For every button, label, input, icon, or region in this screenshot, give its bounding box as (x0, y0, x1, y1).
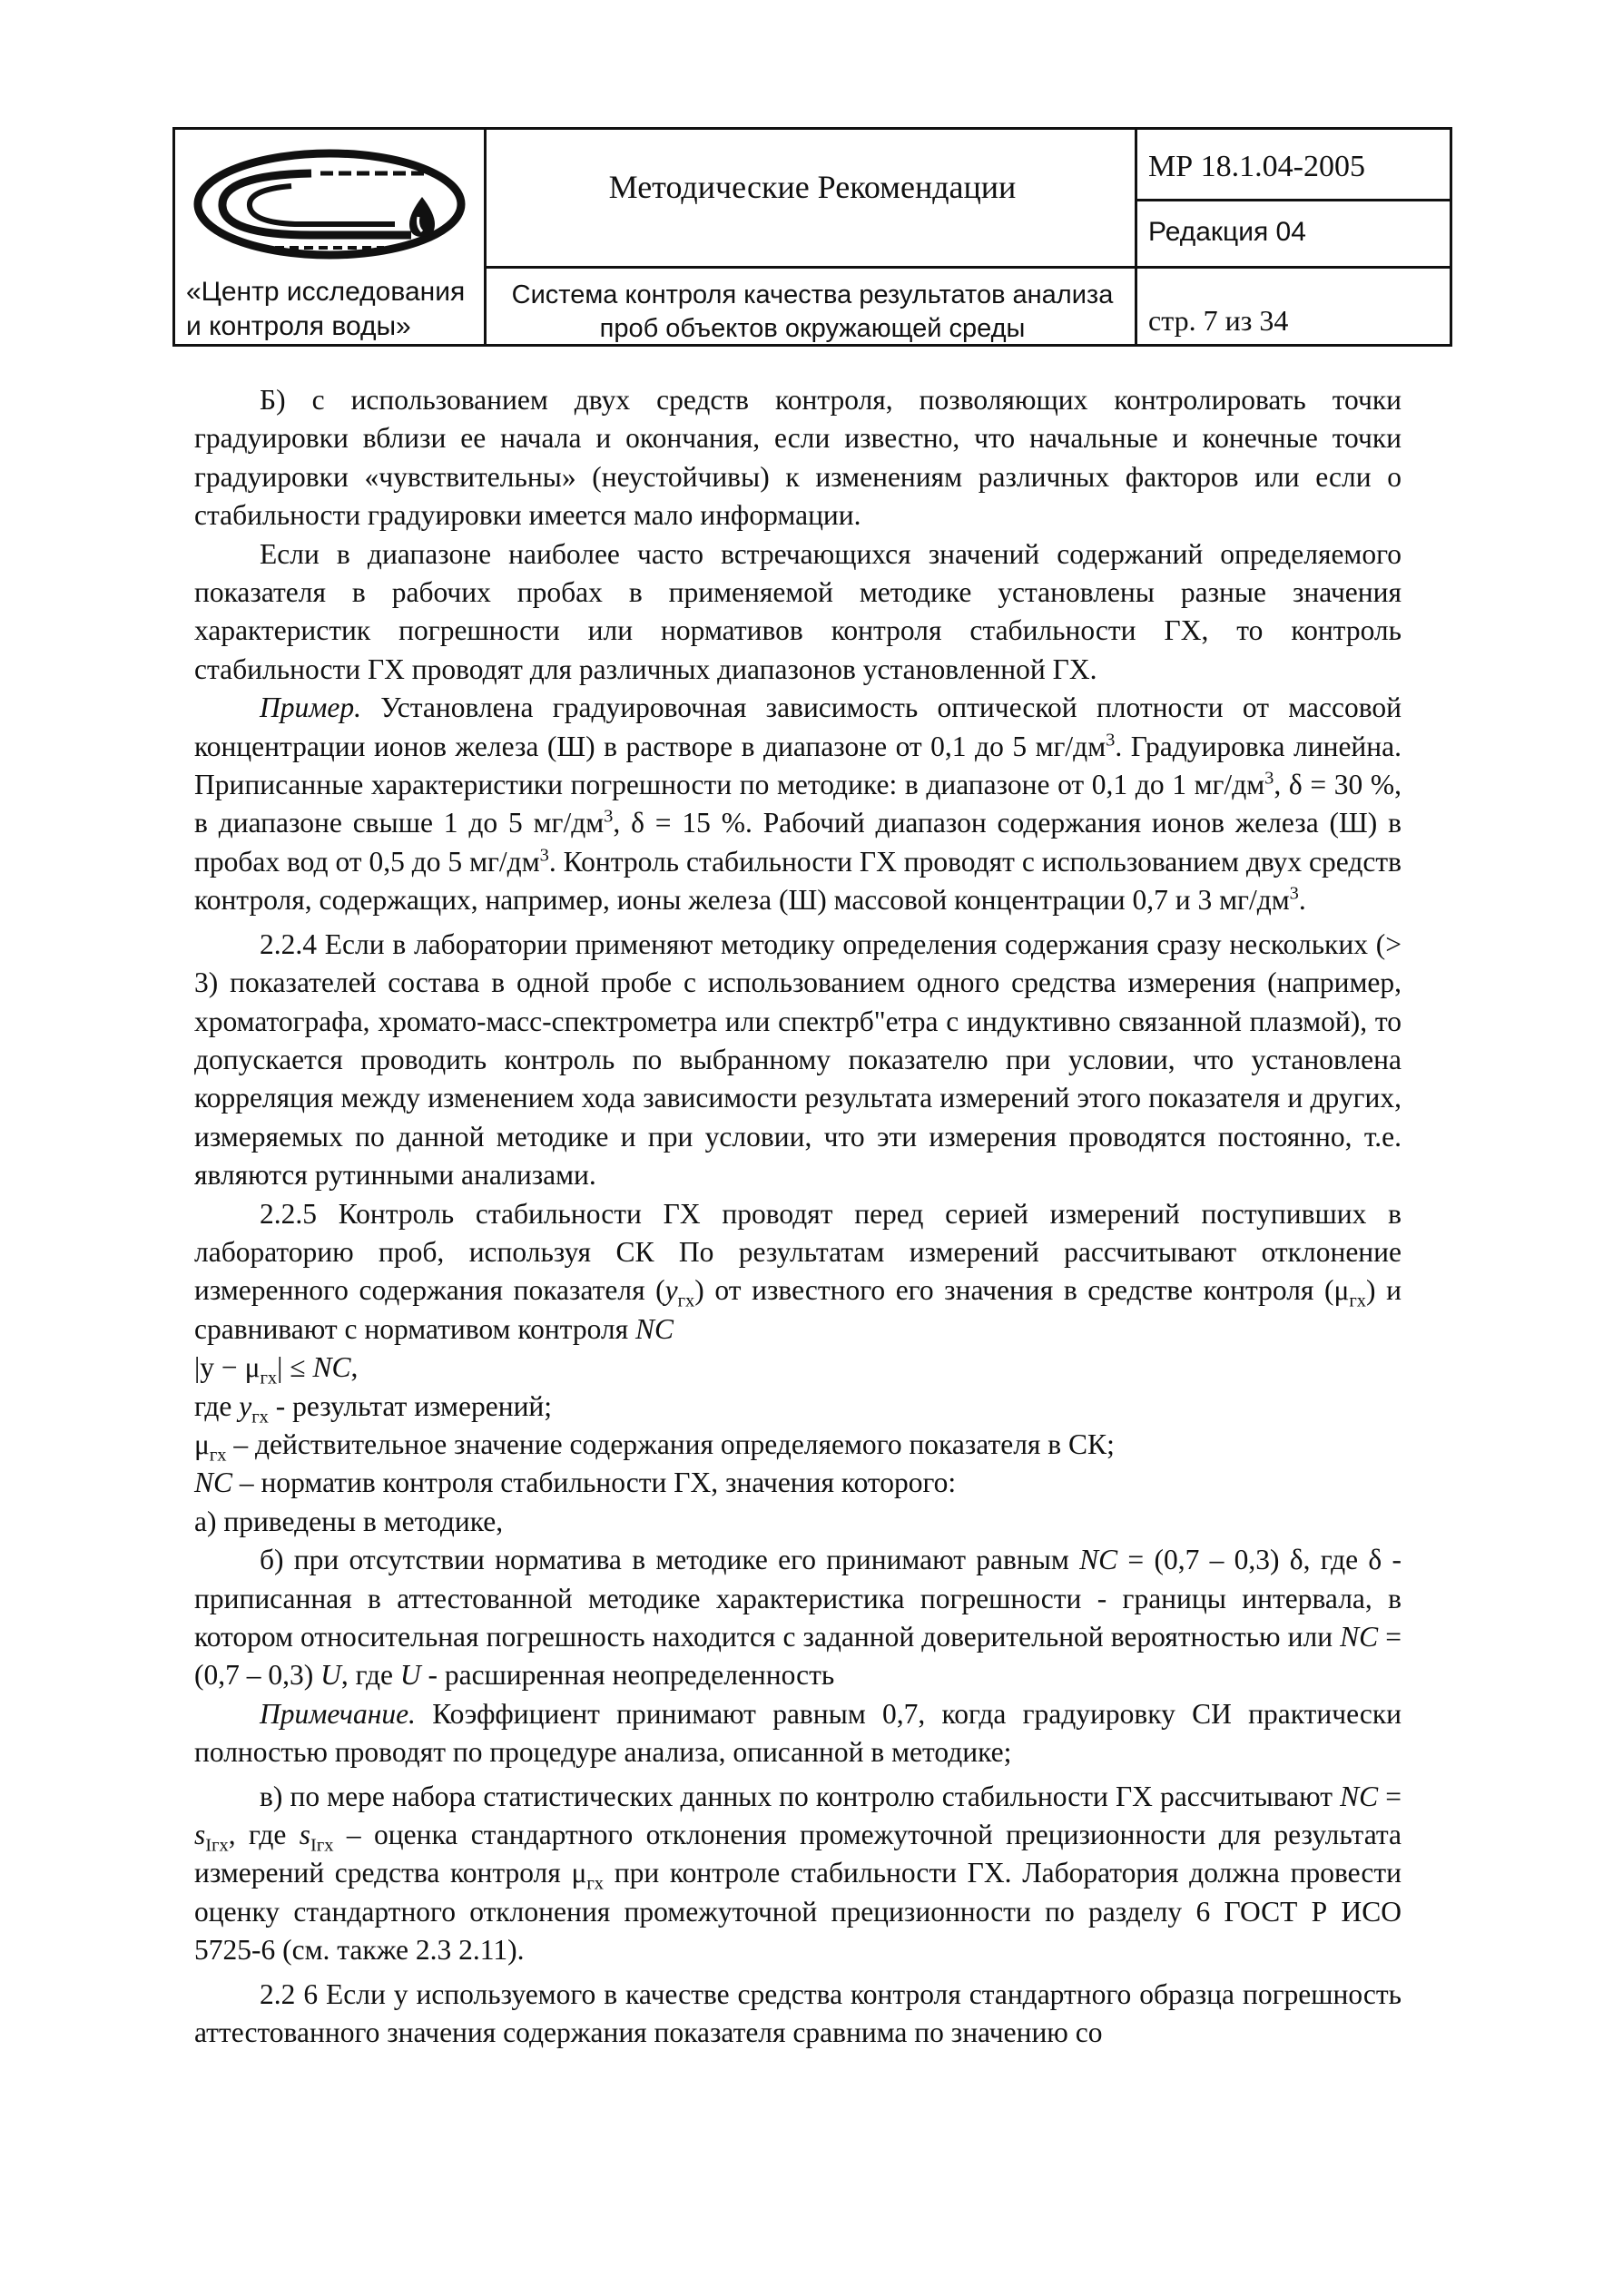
document-edition: Редакция 04 (1148, 217, 1306, 247)
document-type: Методические Рекомендации (608, 169, 1017, 205)
definition-mu: $\mu_{гх}$ – действительное значение содержания определяемого показателя в СК; (194, 1428, 1115, 1466)
definition-y: где $y_{гх}$ - результат измерений; (194, 1389, 553, 1427)
paragraph: 2.2.4 Если в лаборатории применяют методику определения содержания сразу нескольких (> 3) показателей состава в одной пробе с использованием одного средства измерения (например, хроматографа, хромато-масс-спектрометра или спектрб"етра с индуктивно связанной плазмой), то допускается проводить контроль по выбранному показателю при условии, что установлена корреляция между изменением хода зависимости результата измерений этого показателя и других, измеряемых по данной методике и при условии, что эти измерения проводятся постоянно, т.е. являются рутинными анализами. (194, 927, 1402, 1192)
paragraph: Б) с использованием двух средств контроля, позволяющих контролировать точки градуировки вблизи ее начала и окончания, если известно, что начальные и конечные точки градуировки «чувствительны» (неустойчивы) к изменениям различных факторов или если о стабильности градуировки имеется мало информации. (194, 384, 1402, 532)
document-system-title: Система контроля качества результатов анализа проб объектов окружающей среды (511, 280, 1114, 343)
list-item: в) по мере набора статистических данных по контролю стабильности ГХ рассчитывают NC = $s_{Iгх}$, где $s_{Iгх}$ – оценка стандартного отклонения промежуточной прецизионности для результата измерений средства контроля $\mu_{гх}$ при контроле стабильности ГХ. Лаборатория должна провести оценку стандартного отклонения промежуточной прецизионности по разделу 6 ГОСТ Р ИСО 5725-6 (см. также 2.3 2.11). (194, 1780, 1402, 1967)
note-paragraph: Примечание. Коэффициент принимают равным 0,7, когда градуировку СИ практически полностью проводят по процедуре анализа, описанной в методике; (194, 1697, 1402, 1769)
header-divider (1135, 130, 1137, 344)
paragraph: Если в диапазоне наиболее часто встречающихся значений содержаний определяемого показателя в рабочих пробах в применяемой методике установлены разные значения характеристик погрешности или нормативов контроля стабильности ГХ, то контроль стабильности ГХ проводят для различных диапазонов установленной ГХ. (194, 537, 1402, 685)
formula: $|y - \mu_{гх}|$ ≤ NC, (194, 1351, 359, 1388)
organization-name: «Центр исследования и контроля воды» (186, 277, 466, 341)
header-divider (1135, 199, 1450, 201)
list-item: а) приведены в методике, (194, 1505, 504, 1537)
paragraph: 2.2 6 Если у используемого в качестве средства контроля стандартного образца погрешность аттестованного значения содержания показателя сравнима по значению со (194, 1977, 1402, 2049)
list-item: б) при отсутствии норматива в методике его принимают равным NC = (0,7 – 0,3) δ, где δ - приписанная в аттестованной методике характеристика погрешности - границы интервала, в котором относительная погрешность находится с заданной доверительной вероятностью или NC = (0,7 – 0,3) U, где U - расширенная неопределенность (194, 1544, 1402, 1692)
example-paragraph: Пример. Установлена градуировочная зависимость оптической плотности от массовой концентрации ионов железа (Ш) в растворе в диапазоне от 0,1 до 5 $мг/дм^3$. Градуировка линейна. Приписанные характеристики погрешности по методике: в диапазоне от 0,1 до 1 $мг/дм^3$, δ = 30 %, в диапазоне свыше 1 до 5 $мг/дм^3$, δ = 15 %. Рабочий диапазон содержания ионов железа (Ш) в пробах вод от 0,5 до 5 $мг/дм^3$. Контроль стабильности ГХ проводят с использованием двух средств контроля, содержащих, например, ионы железа (Ш) массовой концентрации 0,7 и 3 $мг/дм^3$. (194, 692, 1402, 917)
document-body (194, 381, 1402, 2052)
document-header (172, 127, 1452, 347)
header-divider (484, 130, 487, 344)
header-divider (484, 266, 1450, 269)
document-number: МР 18.1.04-2005 (1148, 150, 1365, 183)
page-number: стр. 7 из 34 (1148, 304, 1289, 337)
water-center-logo-icon (184, 139, 484, 275)
paragraph: 2.2.5 Контроль стабильности ГХ проводят перед серией измерений поступивших в лабораторию проб, используя СК По результатам измерений рассчитывают отклонение измеренного содержания показателя $(y_{гх})$ от известного его значения в средстве контроля $(\mu_{гх})$ и сравнивают с нормативом контроля NC (194, 1197, 1402, 1345)
definition-nc: NC – норматив контроля стабильности ГХ, значения которого: (194, 1467, 957, 1499)
